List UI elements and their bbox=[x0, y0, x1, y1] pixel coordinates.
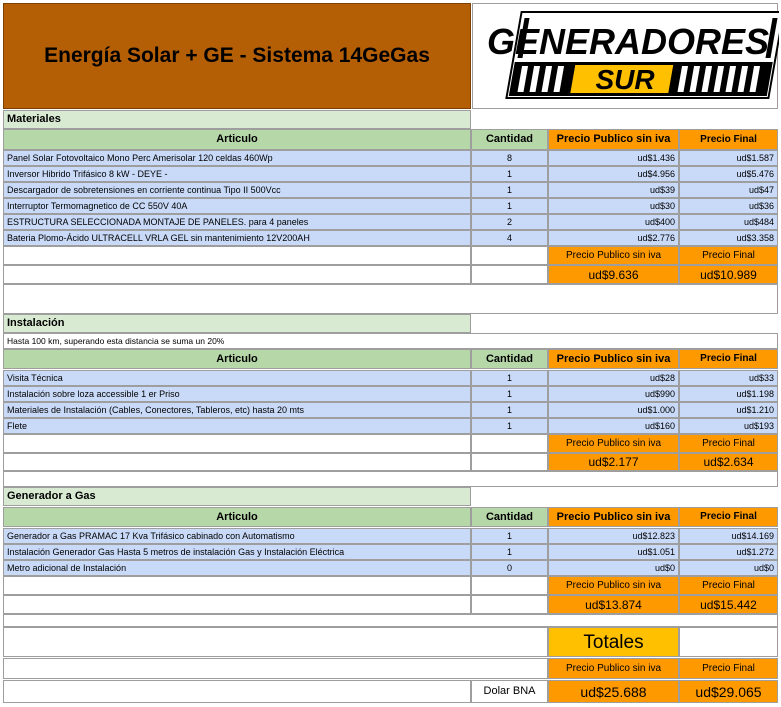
row-cantidad: 4 bbox=[471, 230, 548, 246]
subtotal-final-label: Precio Final bbox=[679, 576, 778, 595]
totales-final-value: ud$29.065 bbox=[679, 680, 778, 703]
totales-label: Totales bbox=[548, 627, 679, 657]
subtotal-final-value: ud$15.442 bbox=[679, 595, 778, 614]
row-cantidad: 1 bbox=[471, 402, 548, 418]
row-precio-publico: ud$39 bbox=[548, 182, 679, 198]
row-cantidad: 8 bbox=[471, 150, 548, 166]
row-precio-publico: ud$1.000 bbox=[548, 402, 679, 418]
row-articulo: Generador a Gas PRAMAC 17 Kva Trifásico cabinado con Automatismo bbox=[3, 528, 471, 544]
empty-cell bbox=[471, 595, 548, 614]
empty-cell bbox=[471, 576, 548, 595]
row-precio-publico: ud$990 bbox=[548, 386, 679, 402]
empty-cell bbox=[3, 265, 471, 284]
row-articulo: Visita Técnica bbox=[3, 370, 471, 386]
row-precio-final: ud$1.210 bbox=[679, 402, 778, 418]
row-articulo: Flete bbox=[3, 418, 471, 434]
col-header-precio-publico: Precio Publico sin iva bbox=[548, 349, 679, 369]
row-precio-publico: ud$400 bbox=[548, 214, 679, 230]
empty-cell bbox=[471, 434, 548, 453]
row-cantidad: 1 bbox=[471, 198, 548, 214]
section-instalacion: Instalación bbox=[3, 314, 471, 333]
row-precio-publico: ud$160 bbox=[548, 418, 679, 434]
subtotal-final-value: ud$10.989 bbox=[679, 265, 778, 284]
row-precio-final: ud$0 bbox=[679, 560, 778, 576]
subtotal-publico-value: ud$13.874 bbox=[548, 595, 679, 614]
dolar-bna-label: Dolar BNA bbox=[471, 680, 548, 703]
row-articulo: ESTRUCTURA SELECCIONADA MONTAJE DE PANELES. para 4 paneles bbox=[3, 214, 471, 230]
row-articulo: Instalación sobre loza accessible 1 er Priso bbox=[3, 386, 471, 402]
row-precio-publico: ud$12.823 bbox=[548, 528, 679, 544]
empty-cell bbox=[3, 246, 471, 265]
empty-cell bbox=[3, 284, 778, 314]
instalacion-note: Hasta 100 km, superando esta distancia se suma un 20% bbox=[3, 333, 778, 349]
subtotal-final-value: ud$2.634 bbox=[679, 453, 778, 471]
subtotal-publico-label: Precio Publico sin iva bbox=[548, 246, 679, 265]
row-articulo: Panel Solar Fotovoltaico Mono Perc Amerisolar 120 celdas 460Wp bbox=[3, 150, 471, 166]
row-cantidad: 1 bbox=[471, 386, 548, 402]
col-header-cantidad: Cantidad bbox=[471, 349, 548, 369]
row-precio-final: ud$484 bbox=[679, 214, 778, 230]
col-header-articulo: Articulo bbox=[3, 349, 471, 369]
col-header-articulo: Articulo bbox=[3, 507, 471, 527]
generadores-sur-logo bbox=[472, 3, 778, 109]
row-precio-final: ud$3.358 bbox=[679, 230, 778, 246]
logo-line1: GENERADORES bbox=[486, 21, 770, 62]
row-cantidad: 1 bbox=[471, 370, 548, 386]
title-banner bbox=[3, 3, 471, 109]
row-precio-publico: ud$0 bbox=[548, 560, 679, 576]
empty-cell bbox=[3, 658, 548, 679]
row-precio-final: ud$1.587 bbox=[679, 150, 778, 166]
empty-cell bbox=[3, 471, 778, 487]
logo-line2: SUR bbox=[595, 64, 655, 95]
row-cantidad: 0 bbox=[471, 560, 548, 576]
row-precio-publico: ud$30 bbox=[548, 198, 679, 214]
row-precio-publico: ud$4.956 bbox=[548, 166, 679, 182]
row-precio-final: ud$14.169 bbox=[679, 528, 778, 544]
logo-graphic bbox=[473, 4, 779, 110]
row-articulo: Instalación Generador Gas Hasta 5 metros de instalación Gas y Instalación Eléctrica bbox=[3, 544, 471, 560]
col-header-articulo: Articulo bbox=[3, 129, 471, 150]
row-precio-final: ud$193 bbox=[679, 418, 778, 434]
empty-cell bbox=[471, 453, 548, 471]
subtotal-publico-label: Precio Publico sin iva bbox=[548, 434, 679, 453]
subtotal-publico-value: ud$9.636 bbox=[548, 265, 679, 284]
col-header-cantidad: Cantidad bbox=[471, 129, 548, 150]
empty-cell bbox=[3, 627, 548, 657]
totales-publico-value: ud$25.688 bbox=[548, 680, 679, 703]
row-precio-publico: ud$2.776 bbox=[548, 230, 679, 246]
row-cantidad: 1 bbox=[471, 528, 548, 544]
row-precio-final: ud$1.272 bbox=[679, 544, 778, 560]
row-articulo: Bateria Plomo-Ácido ULTRACELL VRLA GEL sin mantenimiento 12V200AH bbox=[3, 230, 471, 246]
row-articulo: Metro adicional de Instalación bbox=[3, 560, 471, 576]
row-articulo: Descargador de sobretensiones en corriente continua Tipo II 500Vcc bbox=[3, 182, 471, 198]
row-cantidad: 1 bbox=[471, 418, 548, 434]
subtotal-publico-label: Precio Publico sin iva bbox=[548, 576, 679, 595]
row-precio-final: ud$36 bbox=[679, 198, 778, 214]
col-header-precio-final: Precio Final bbox=[679, 129, 778, 150]
section-materiales: Materiales bbox=[3, 110, 471, 129]
col-header-precio-publico: Precio Publico sin iva bbox=[548, 129, 679, 150]
row-precio-final: ud$33 bbox=[679, 370, 778, 386]
row-precio-final: ud$5.476 bbox=[679, 166, 778, 182]
empty-cell bbox=[3, 614, 778, 627]
row-cantidad: 1 bbox=[471, 182, 548, 198]
subtotal-final-label: Precio Final bbox=[679, 246, 778, 265]
empty-cell bbox=[3, 595, 471, 614]
row-articulo: Inversor Hibrido Trifásico 8 kW - DEYE - bbox=[3, 166, 471, 182]
row-precio-publico: ud$1.051 bbox=[548, 544, 679, 560]
subtotal-final-label: Precio Final bbox=[679, 434, 778, 453]
row-precio-final: ud$1.198 bbox=[679, 386, 778, 402]
row-articulo: Interruptor Termomagnetico de CC 550V 40A bbox=[3, 198, 471, 214]
col-header-precio-final: Precio Final bbox=[679, 349, 778, 369]
section-generador: Generador a Gas bbox=[3, 487, 471, 506]
empty-cell bbox=[3, 453, 471, 471]
row-cantidad: 2 bbox=[471, 214, 548, 230]
col-header-cantidad: Cantidad bbox=[471, 507, 548, 527]
row-articulo: Materiales de Instalación (Cables, Conectores, Tableros, etc) hasta 20 mts bbox=[3, 402, 471, 418]
subtotal-publico-value: ud$2.177 bbox=[548, 453, 679, 471]
empty-cell bbox=[3, 680, 471, 703]
row-precio-publico: ud$28 bbox=[548, 370, 679, 386]
totales-publico-label: Precio Publico sin iva bbox=[548, 658, 679, 679]
col-header-precio-publico: Precio Publico sin iva bbox=[548, 507, 679, 527]
empty-cell bbox=[471, 265, 548, 284]
empty-cell bbox=[679, 627, 778, 657]
totales-final-label: Precio Final bbox=[679, 658, 778, 679]
row-precio-final: ud$47 bbox=[679, 182, 778, 198]
row-cantidad: 1 bbox=[471, 166, 548, 182]
page-title: Energía Solar + GE - Sistema 14GeGas bbox=[44, 44, 430, 67]
empty-cell bbox=[3, 434, 471, 453]
row-precio-publico: ud$1.436 bbox=[548, 150, 679, 166]
empty-cell bbox=[3, 576, 471, 595]
empty-cell bbox=[471, 246, 548, 265]
col-header-precio-final: Precio Final bbox=[679, 507, 778, 527]
row-cantidad: 1 bbox=[471, 544, 548, 560]
